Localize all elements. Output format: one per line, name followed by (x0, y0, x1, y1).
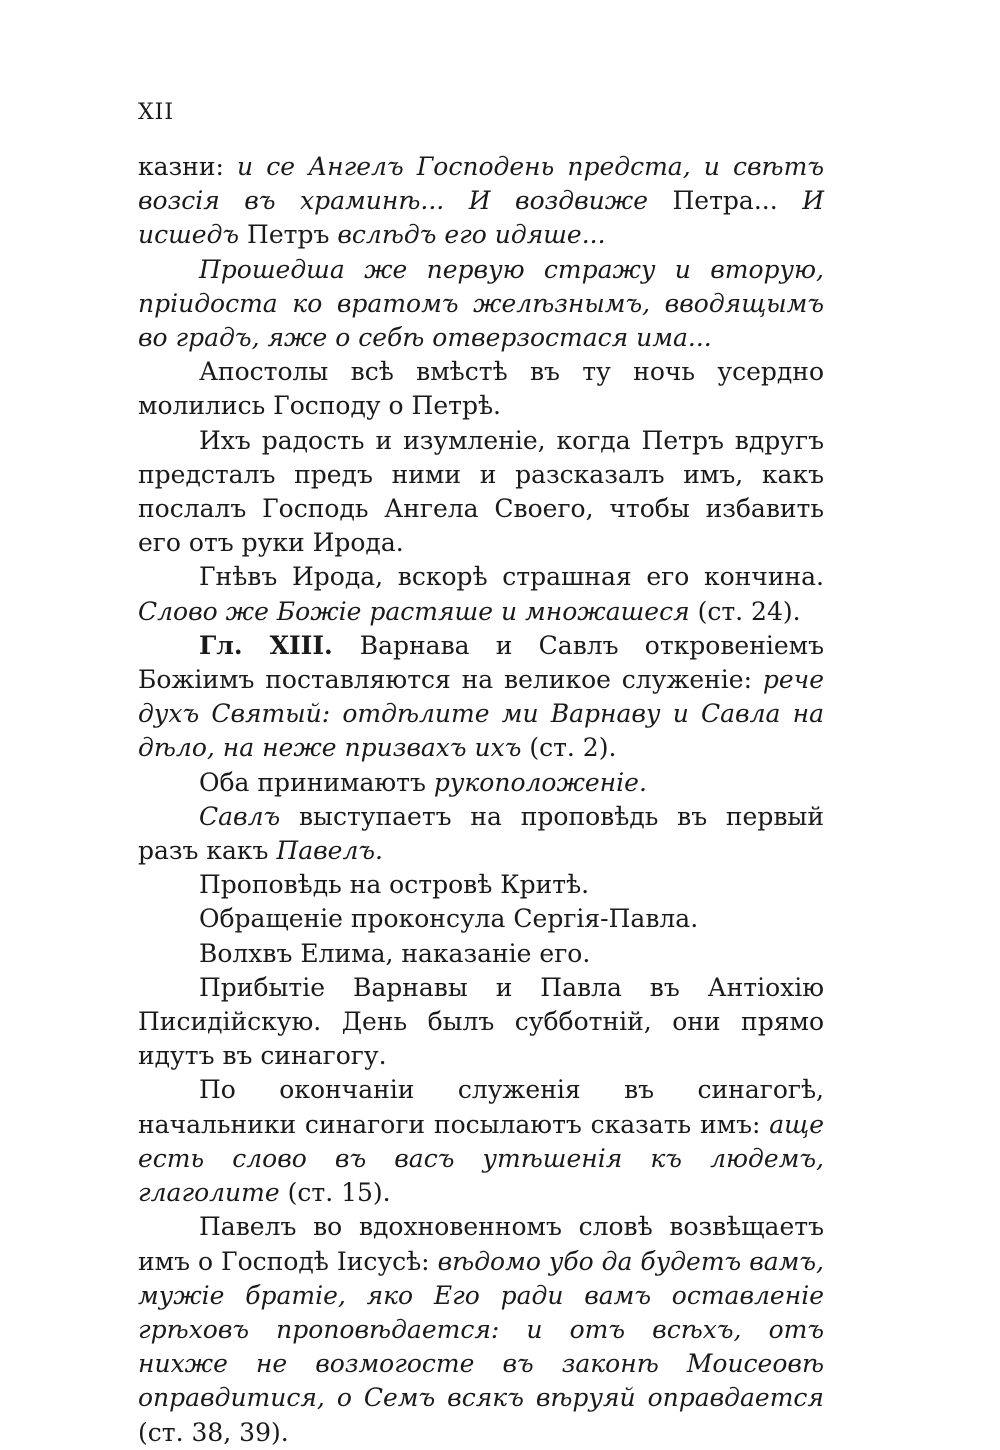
page-number: XII (138, 100, 175, 125)
paragraph-p9 (138, 868, 824, 902)
italic-text: Павелъ. (276, 836, 383, 866)
paragraph-p1 (138, 150, 824, 253)
paragraph-p10 (138, 902, 824, 936)
text-span: Гнѣвъ Ирода, вскорѣ страшная его кончина. (199, 562, 824, 592)
paragraph-p13 (138, 1073, 824, 1210)
italic-text: аще есть слово въ васъ утѣшенія къ людемъ, глаголите (138, 1109, 824, 1208)
paragraph-p2 (138, 253, 824, 356)
text-span: По окончаніи служенія въ синагогѣ, начальники синагоги посылаютъ сказать имъ: (138, 1075, 824, 1139)
italic-text: И исшедъ (138, 186, 824, 250)
text-block (138, 150, 824, 1450)
text-span: (ст. 15). (287, 1178, 391, 1208)
text-span: Прибытіе Варнавы и Павла въ Антіохію Писидійскую. День былъ субботній, они прямо идутъ въ синагогу. (138, 972, 824, 1071)
paragraph-p5 (138, 560, 824, 628)
paragraph-p7 (138, 766, 824, 800)
paragraph-p6 (138, 629, 824, 766)
italic-text: Прошедша же первую стражу и вторую, пріидоста ко вратомъ желѣзнымъ, вводящымъ во градъ, яже о себѣ отверзостася има... (138, 254, 824, 353)
text-span: выступаетъ на проповѣдь въ первый разъ какъ (138, 801, 824, 866)
text-span: (ст. 2). (529, 733, 617, 763)
text-span: (ст. 38, 39). (138, 1417, 289, 1447)
text-span: Петръ (247, 220, 338, 250)
text-span: Петра... (672, 186, 803, 216)
paragraph-p11 (138, 937, 824, 971)
text-span: Волхвъ Елима, наказаніе его. (199, 938, 591, 968)
italic-text: и се Ангелъ Господень предста, и свѣтъ возсія въ храминѣ... И воздвиже (138, 152, 824, 216)
paragraph-p3 (138, 355, 824, 423)
text-span: казни: (138, 152, 238, 181)
italic-text: вслѣдъ его идяше... (337, 220, 606, 250)
paragraph-p8 (138, 800, 824, 868)
text-span: (ст. 24). (697, 596, 801, 626)
text-span: Оба принимаютъ (199, 767, 434, 797)
italic-text: Савлъ (199, 801, 299, 831)
text-span: Апостолы всѣ вмѣстѣ въ ту ночь усердно молились Господу о Петрѣ. (138, 357, 824, 421)
text-span: Павелъ во вдохновенномъ словѣ возвѣщаетъ имъ о Господѣ Іисусѣ: (138, 1212, 824, 1276)
italic-text: рукоположеніе. (433, 767, 647, 797)
text-span: Ихъ радость и изумленіе, когда Петръ вдругъ предсталъ предъ ними и разсказалъ имъ, какъ послалъ Господь Ангела Своего, чтобы избавить его отъ руки Ирода. (138, 425, 824, 558)
paragraph-p14 (138, 1210, 824, 1449)
italic-text: Слово же Божіе растяше и множашеся (138, 596, 698, 626)
italic-text: вѣдомо убо да будетъ вамъ, мужіе братіе, яко Его ради вамъ оставленіе грѣховъ проповѣдается: и отъ всѣхъ, отъ нихже не возмогосте въ законѣ Моисеовѣ оправдитися, о Семъ всякъ вѣруяй оправдается (138, 1246, 824, 1413)
text-span: Обращеніе проконсула Сергія-Павла. (199, 904, 699, 934)
italic-text: рече духъ Святый: отдѣлите ми Варнаву и Савла на дѣло, на неже призвахъ ихъ (138, 665, 824, 763)
chapter-heading: Гл. XIII. (199, 630, 360, 660)
text-span: Проповѣдь на островѣ Критѣ. (199, 870, 590, 900)
text-span: Варнава и Савлъ откровеніемъ Божіимъ поставляются на великое служеніе: (138, 630, 825, 695)
paragraph-p4 (138, 424, 824, 561)
paragraph-p12 (138, 971, 824, 1074)
